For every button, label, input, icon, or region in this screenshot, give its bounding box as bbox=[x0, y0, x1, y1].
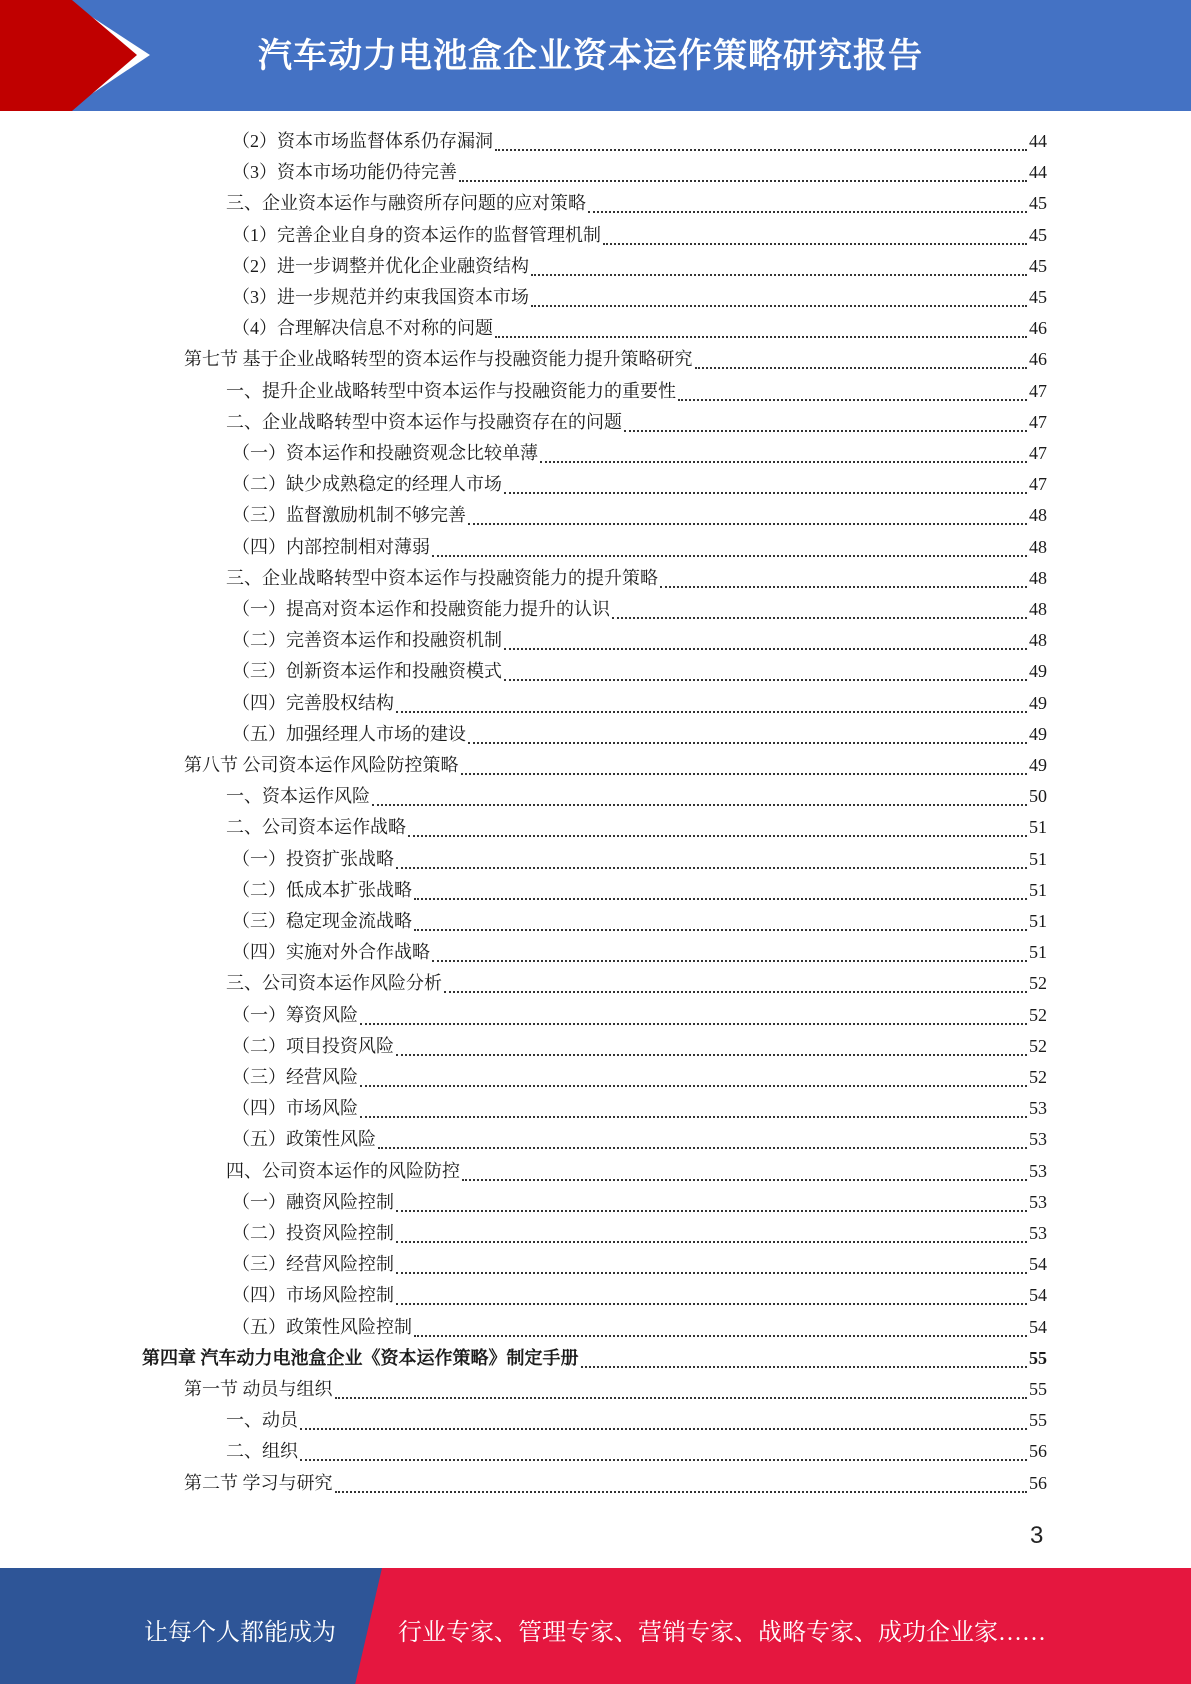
toc-entry[interactable] bbox=[232, 221, 1047, 252]
toc-entry[interactable] bbox=[232, 1001, 1047, 1032]
toc-entry[interactable] bbox=[226, 1406, 1047, 1437]
toc-entry-page: 51 bbox=[1029, 879, 1047, 900]
toc-dot-leader bbox=[462, 1179, 1027, 1181]
toc-dot-leader bbox=[459, 180, 1027, 182]
toc-entry-page: 45 bbox=[1029, 193, 1047, 214]
toc-entry-title: （五）政策性风险控制 bbox=[232, 1316, 412, 1337]
toc-dot-leader bbox=[504, 492, 1027, 494]
toc-dot-leader bbox=[414, 929, 1027, 931]
toc-entry[interactable] bbox=[232, 439, 1047, 470]
toc-entry-page: 49 bbox=[1029, 755, 1047, 775]
toc-dot-leader bbox=[378, 1147, 1027, 1149]
toc-entry-page: 51 bbox=[1029, 942, 1047, 963]
toc-entry-title: 一、动员 bbox=[226, 1410, 298, 1431]
toc-entry[interactable] bbox=[232, 533, 1047, 564]
toc-entry-page: 55 bbox=[1029, 1410, 1047, 1431]
toc-entry[interactable] bbox=[232, 283, 1047, 314]
toc-entry-title: （二）低成本扩张战略 bbox=[232, 879, 412, 900]
toc-entry-page: 47 bbox=[1029, 380, 1047, 401]
toc-entry-title: （四）市场风险控制 bbox=[232, 1285, 394, 1306]
toc-dot-leader bbox=[588, 211, 1027, 213]
toc-entry[interactable] bbox=[232, 720, 1047, 751]
toc-dot-leader bbox=[531, 274, 1027, 276]
toc-entry-page: 54 bbox=[1029, 1254, 1047, 1275]
toc-entry[interactable] bbox=[232, 127, 1047, 158]
toc-dot-leader bbox=[396, 1303, 1027, 1305]
toc-dot-leader bbox=[335, 1397, 1028, 1399]
toc-dot-leader bbox=[612, 617, 1027, 619]
toc-entry-page: 49 bbox=[1029, 661, 1047, 682]
toc-dot-leader bbox=[581, 1366, 1028, 1368]
toc-entry[interactable] bbox=[232, 314, 1047, 345]
toc-entry-page: 54 bbox=[1029, 1285, 1047, 1306]
toc-entry-title: （3）进一步规范并约束我国资本市场 bbox=[232, 287, 529, 307]
toc-dot-leader bbox=[396, 1054, 1027, 1056]
toc-entry[interactable] bbox=[226, 564, 1047, 595]
toc-entry-title: 第二节 学习与研究 bbox=[184, 1472, 333, 1493]
toc-entry[interactable] bbox=[226, 1437, 1047, 1468]
toc-dot-leader bbox=[468, 523, 1027, 525]
toc-dot-leader bbox=[360, 1023, 1027, 1025]
toc-entry-title: （三）稳定现金流战略 bbox=[232, 911, 412, 931]
toc-entry-page: 48 bbox=[1029, 567, 1047, 588]
toc-entry-title: （2）进一步调整并优化企业融资结构 bbox=[232, 255, 529, 276]
toc-entry-page: 55 bbox=[1029, 1379, 1047, 1399]
toc-dot-leader bbox=[504, 648, 1027, 650]
toc-dot-leader bbox=[414, 1335, 1027, 1337]
toc-entry[interactable] bbox=[226, 782, 1047, 813]
toc-entry[interactable] bbox=[232, 1032, 1047, 1063]
toc-entry-title: 一、资本运作风险 bbox=[226, 786, 370, 807]
toc-entry-title: 二、企业战略转型中资本运作与投融资存在的问题 bbox=[226, 411, 622, 432]
toc-entry-title: （五）政策性风险 bbox=[232, 1129, 376, 1150]
toc-entry[interactable] bbox=[184, 1375, 1047, 1406]
toc-entry[interactable] bbox=[226, 813, 1047, 844]
toc-dot-leader bbox=[540, 461, 1027, 463]
page-footer bbox=[0, 1568, 1191, 1684]
toc-dot-leader bbox=[396, 867, 1027, 869]
toc-dot-leader bbox=[414, 898, 1027, 900]
toc-entry[interactable] bbox=[184, 345, 1047, 376]
toc-entry[interactable] bbox=[232, 470, 1047, 501]
toc-entry-title: 第八节 公司资本运作风险防控策略 bbox=[184, 755, 459, 775]
toc-dot-leader bbox=[372, 804, 1027, 806]
toc-entry-title: 第一节 动员与组织 bbox=[184, 1379, 333, 1399]
toc-dot-leader bbox=[300, 1428, 1027, 1430]
toc-entry-title: 二、公司资本运作战略 bbox=[226, 817, 406, 838]
toc-entry-title: （一）筹资风险 bbox=[232, 1004, 358, 1025]
toc-entry-page: 48 bbox=[1029, 599, 1047, 619]
toc-entry-title: 四、公司资本运作的风险防控 bbox=[226, 1160, 460, 1181]
toc-entry-title: 三、企业资本运作与融资所存问题的应对策略 bbox=[226, 193, 586, 214]
toc-entry-title: 三、公司资本运作风险分析 bbox=[226, 973, 442, 994]
toc-entry-title: （三）经营风险 bbox=[232, 1067, 358, 1087]
toc-entry-title: （一）投资扩张战略 bbox=[232, 848, 394, 869]
toc-entry-page: 53 bbox=[1029, 1160, 1047, 1181]
toc-dot-leader bbox=[432, 555, 1027, 557]
document-title: 汽车动力电池盒企业资本运作策略研究报告 bbox=[258, 37, 923, 75]
toc-entry[interactable] bbox=[232, 907, 1047, 938]
toc-entry-page: 51 bbox=[1029, 848, 1047, 869]
toc-entry[interactable] bbox=[142, 1344, 1047, 1375]
toc-entry[interactable] bbox=[232, 689, 1047, 720]
toc-entry[interactable] bbox=[232, 657, 1047, 688]
toc-entry[interactable] bbox=[232, 1094, 1047, 1125]
toc-entry-page: 53 bbox=[1029, 1191, 1047, 1212]
toc-entry-page: 45 bbox=[1029, 224, 1047, 245]
toc-dot-leader bbox=[396, 1272, 1027, 1274]
toc-entry-title: （一）资本运作和投融资观念比较单薄 bbox=[232, 443, 538, 463]
toc-dot-leader bbox=[432, 960, 1027, 962]
toc-dot-leader bbox=[408, 835, 1027, 837]
toc-entry-page: 48 bbox=[1029, 630, 1047, 651]
toc-entry-page: 55 bbox=[1029, 1347, 1047, 1368]
toc-entry-page: 54 bbox=[1029, 1316, 1047, 1337]
toc-entry[interactable] bbox=[232, 1188, 1047, 1219]
toc-entry[interactable] bbox=[232, 1125, 1047, 1156]
toc-entry-page: 53 bbox=[1029, 1098, 1047, 1119]
toc-entry-title: 二、组织 bbox=[226, 1441, 298, 1462]
toc-entry-page: 48 bbox=[1029, 536, 1047, 557]
toc-entry-title: 第七节 基于企业战略转型的资本运作与投融资能力提升策略研究 bbox=[184, 349, 693, 370]
toc-entry[interactable] bbox=[232, 595, 1047, 626]
toc-entry-page: 49 bbox=[1029, 692, 1047, 713]
toc-entry-title: （二）投资风险控制 bbox=[232, 1223, 394, 1243]
toc-dot-leader bbox=[531, 305, 1027, 307]
toc-entry[interactable] bbox=[226, 408, 1047, 439]
toc-entry[interactable] bbox=[184, 751, 1047, 782]
toc-entry-title: （五）加强经理人市场的建设 bbox=[232, 723, 466, 744]
toc-dot-leader bbox=[660, 586, 1027, 588]
page-number: 3 bbox=[1030, 1522, 1044, 1549]
toc-entry[interactable] bbox=[232, 845, 1047, 876]
toc-entry-page: 51 bbox=[1029, 911, 1047, 931]
toc-entry[interactable] bbox=[232, 1219, 1047, 1250]
header-red-block bbox=[0, 0, 72, 111]
toc-entry-page: 56 bbox=[1029, 1472, 1047, 1493]
toc-dot-leader bbox=[300, 1459, 1027, 1461]
toc-dot-leader bbox=[360, 1116, 1027, 1118]
toc-entry-title: （四）内部控制相对薄弱 bbox=[232, 536, 430, 557]
toc-entry-page: 47 bbox=[1029, 474, 1047, 495]
toc-entry[interactable] bbox=[232, 252, 1047, 283]
toc-entry-page: 52 bbox=[1029, 1067, 1047, 1087]
toc-dot-leader bbox=[444, 991, 1027, 993]
toc-dot-leader bbox=[461, 773, 1028, 775]
toc-entry[interactable] bbox=[184, 1469, 1047, 1500]
toc-entry[interactable] bbox=[226, 969, 1047, 1000]
toc-entry-title: （二）缺少成熟稳定的经理人市场 bbox=[232, 474, 502, 495]
toc-entry-page: 45 bbox=[1029, 287, 1047, 307]
toc-entry[interactable] bbox=[226, 189, 1047, 220]
toc-entry[interactable] bbox=[232, 938, 1047, 969]
toc-entry-title: （二）项目投资风险 bbox=[232, 1035, 394, 1056]
toc-dot-leader bbox=[360, 1085, 1027, 1087]
toc-entry-title: 一、提升企业战略转型中资本运作与投融资能力的重要性 bbox=[226, 380, 676, 401]
toc-entry-page: 52 bbox=[1029, 973, 1047, 994]
toc-entry-page: 52 bbox=[1029, 1004, 1047, 1025]
toc-entry-page: 45 bbox=[1029, 255, 1047, 276]
toc-dot-leader bbox=[335, 1491, 1028, 1493]
toc-entry-page: 47 bbox=[1029, 411, 1047, 432]
toc-entry-title: （4）合理解决信息不对称的问题 bbox=[232, 318, 493, 339]
toc-entry-page: 51 bbox=[1029, 817, 1047, 838]
toc-entry[interactable] bbox=[232, 626, 1047, 657]
toc-entry[interactable] bbox=[232, 1281, 1047, 1312]
toc-dot-leader bbox=[396, 711, 1027, 713]
toc-entry-page: 53 bbox=[1029, 1223, 1047, 1243]
header-red-arrow bbox=[72, 0, 137, 111]
toc-entry[interactable] bbox=[232, 876, 1047, 907]
toc-entry-title: （三）创新资本运作和投融资模式 bbox=[232, 661, 502, 682]
toc-entry[interactable] bbox=[232, 158, 1047, 189]
toc-entry[interactable] bbox=[226, 377, 1047, 408]
toc-entry-page: 53 bbox=[1029, 1129, 1047, 1150]
toc-entry-title: （四）完善股权结构 bbox=[232, 692, 394, 713]
toc-dot-leader bbox=[468, 742, 1027, 744]
toc-entry-title: （三）经营风险控制 bbox=[232, 1254, 394, 1275]
page-header bbox=[0, 0, 1191, 111]
toc-entry-page: 49 bbox=[1029, 723, 1047, 744]
toc-dot-leader bbox=[603, 243, 1027, 245]
toc-entry-page: 56 bbox=[1029, 1441, 1047, 1462]
toc-entry-title: （一）提高对资本运作和投融资能力提升的认识 bbox=[232, 599, 610, 619]
toc-entry-title: 第四章 汽车动力电池盒企业《资本运作策略》制定手册 bbox=[142, 1347, 579, 1368]
toc-dot-leader bbox=[678, 399, 1027, 401]
toc-entry[interactable] bbox=[232, 501, 1047, 532]
toc-dot-leader bbox=[495, 336, 1027, 338]
toc-entry-title: （三）监督激励机制不够完善 bbox=[232, 505, 466, 526]
toc-entry-title: （2）资本市场监督体系仍存漏洞 bbox=[232, 131, 493, 151]
toc-entry[interactable] bbox=[232, 1313, 1047, 1344]
toc-entry-title: （四）市场风险 bbox=[232, 1098, 358, 1119]
toc-entry-page: 50 bbox=[1029, 786, 1047, 807]
toc-entry-page: 48 bbox=[1029, 505, 1047, 526]
toc-dot-leader bbox=[495, 149, 1027, 151]
footer-slogan-left: 让每个人都能成为 bbox=[144, 1620, 336, 1646]
toc-entry-title: （3）资本市场功能仍待完善 bbox=[232, 162, 457, 183]
toc-entry-title: （四）实施对外合作战略 bbox=[232, 942, 430, 963]
toc-entry-title: 三、企业战略转型中资本运作与投融资能力的提升策略 bbox=[226, 567, 658, 588]
footer-slogan-right: 行业专家、管理专家、营销专家、战略专家、成功企业家…… bbox=[398, 1620, 1046, 1646]
toc-dot-leader bbox=[396, 1210, 1027, 1212]
toc-dot-leader bbox=[504, 679, 1027, 681]
toc-entry-title: （一）融资风险控制 bbox=[232, 1191, 394, 1212]
toc-entry-page: 46 bbox=[1029, 318, 1047, 339]
toc-entry-page: 44 bbox=[1029, 162, 1047, 183]
toc-entry-title: （二）完善资本运作和投融资机制 bbox=[232, 630, 502, 651]
toc-entry[interactable] bbox=[232, 1250, 1047, 1281]
toc-entry-page: 47 bbox=[1029, 443, 1047, 463]
toc-dot-leader bbox=[396, 1241, 1027, 1243]
toc-entry[interactable] bbox=[232, 1063, 1047, 1094]
toc-entry-page: 44 bbox=[1029, 131, 1047, 151]
toc-entry-page: 52 bbox=[1029, 1035, 1047, 1056]
toc-dot-leader bbox=[695, 367, 1028, 369]
toc-entry[interactable] bbox=[226, 1157, 1047, 1188]
toc-entry-title: （1）完善企业自身的资本运作的监督管理机制 bbox=[232, 224, 601, 245]
toc-dot-leader bbox=[624, 430, 1027, 432]
toc-entry-page: 46 bbox=[1029, 349, 1047, 370]
